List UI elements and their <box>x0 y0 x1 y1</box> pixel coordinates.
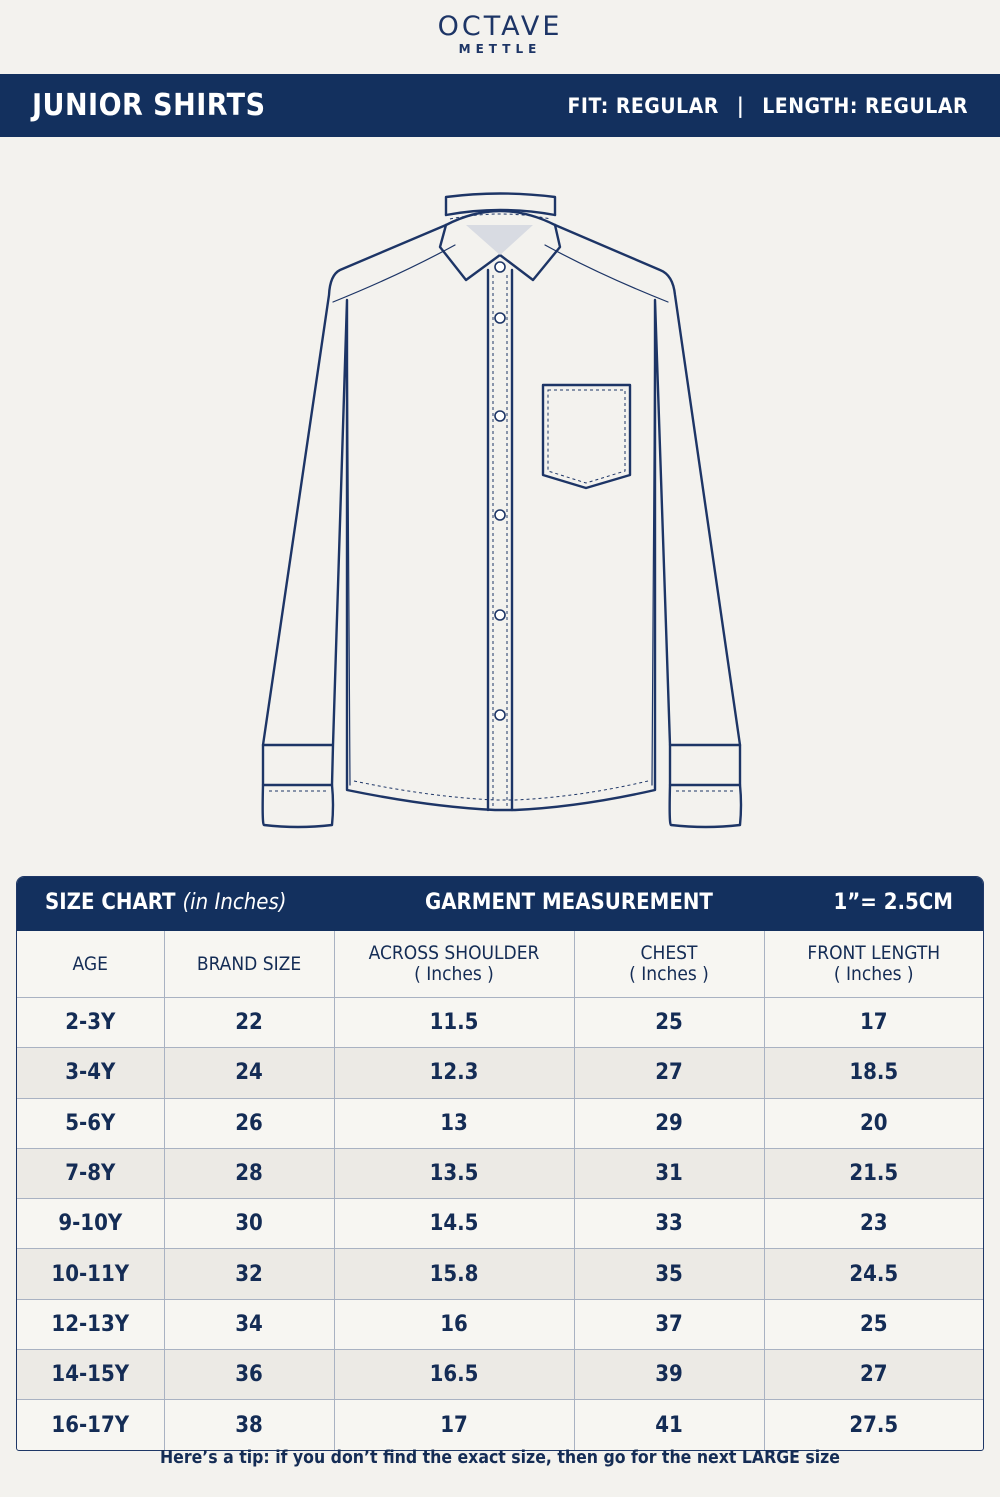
table-cell: 5-6Y <box>17 1098 164 1148</box>
table-cell: 2-3Y <box>17 998 164 1048</box>
size-chart-title <box>45 890 287 915</box>
column-label: BRAND SIZE <box>196 952 302 975</box>
table-cell: 17 <box>334 1400 574 1450</box>
table-cell: 25 <box>574 998 764 1048</box>
table-cell: 27 <box>574 1048 764 1098</box>
table-cell: 31 <box>574 1148 764 1198</box>
table-cell: 27.5 <box>764 1400 983 1450</box>
table-cell: 24.5 <box>764 1249 983 1299</box>
table-cell: 17 <box>764 998 983 1048</box>
column-sublabel: ( Inches ) <box>629 963 709 985</box>
column-sublabel: ( Inches ) <box>833 963 914 985</box>
table-cell: 32 <box>164 1249 334 1299</box>
brand-logo <box>0 12 1000 56</box>
column-label: AGE <box>72 952 108 975</box>
column-header-across-shoulder <box>334 931 574 998</box>
table-row <box>17 1148 983 1198</box>
table-cell: 7-8Y <box>17 1148 164 1198</box>
table-cell: 24 <box>164 1048 334 1098</box>
fit-label: FIT: REGULAR <box>567 94 719 118</box>
table-cell: 21.5 <box>764 1148 983 1198</box>
table-row <box>17 1249 983 1299</box>
table-cell: 23 <box>764 1199 983 1249</box>
table-cell: 14.5 <box>334 1199 574 1249</box>
table-cell: 30 <box>164 1199 334 1249</box>
table-cell: 12.3 <box>334 1048 574 1098</box>
table-cell: 35 <box>574 1249 764 1299</box>
table-cell: 16 <box>334 1299 574 1349</box>
size-chart-header <box>17 877 983 931</box>
table-cell: 13.5 <box>334 1148 574 1198</box>
table-row <box>17 998 983 1048</box>
table-cell: 29 <box>574 1098 764 1148</box>
table-cell: 38 <box>164 1400 334 1450</box>
size-table-body <box>17 998 983 1450</box>
table-cell: 22 <box>164 998 334 1048</box>
size-chart-unit: (in Inches) <box>182 890 287 915</box>
column-header-age <box>17 931 164 998</box>
table-cell: 15.8 <box>334 1249 574 1299</box>
brand-name: OCTAVE <box>437 11 563 42</box>
table-cell: 33 <box>574 1199 764 1249</box>
table-cell: 34 <box>164 1299 334 1349</box>
table-cell: 20 <box>764 1098 983 1148</box>
header-banner <box>0 74 1000 137</box>
table-cell: 16.5 <box>334 1350 574 1400</box>
length-label: LENGTH: REGULAR <box>762 94 968 118</box>
table-row <box>17 1048 983 1098</box>
separator: | <box>736 94 745 118</box>
column-label: CHEST <box>640 942 698 964</box>
column-header-row <box>17 931 983 998</box>
table-cell: 3-4Y <box>17 1048 164 1098</box>
table-cell: 18.5 <box>764 1048 983 1098</box>
table-cell: 28 <box>164 1148 334 1198</box>
page-title: JUNIOR SHIRTS <box>32 88 266 123</box>
table-row <box>17 1098 983 1148</box>
table-cell: 25 <box>764 1299 983 1349</box>
table-cell: 41 <box>574 1400 764 1450</box>
size-tip: Here’s a tip: if you don’t find the exact size, then go for the next LARGE size <box>160 1448 840 1468</box>
table-cell: 27 <box>764 1350 983 1400</box>
table-cell: 36 <box>164 1350 334 1400</box>
fit-info <box>568 94 968 118</box>
size-chart <box>16 876 984 1451</box>
garment-measurement-heading: GARMENT MEASUREMENT <box>425 890 713 915</box>
column-header-front-length <box>764 931 983 998</box>
table-cell: 10-11Y <box>17 1249 164 1299</box>
table-cell: 26 <box>164 1098 334 1148</box>
shirt-icon <box>250 185 750 835</box>
table-cell: 11.5 <box>334 998 574 1048</box>
table-row <box>17 1400 983 1450</box>
table-cell: 37 <box>574 1299 764 1349</box>
table-cell: 39 <box>574 1350 764 1400</box>
table-row <box>17 1350 983 1400</box>
column-label: ACROSS SHOULDER <box>368 942 540 964</box>
brand-subname: METTLE <box>458 42 542 56</box>
table-cell: 14-15Y <box>17 1350 164 1400</box>
table-cell: 9-10Y <box>17 1199 164 1249</box>
column-sublabel: ( Inches ) <box>414 963 494 985</box>
size-table <box>17 931 983 1450</box>
conversion-note: 1”= 2.5CM <box>833 890 953 915</box>
column-header-chest <box>574 931 764 998</box>
table-cell: 16-17Y <box>17 1400 164 1450</box>
table-cell: 13 <box>334 1098 574 1148</box>
table-cell: 12-13Y <box>17 1299 164 1349</box>
size-chart-title-text: SIZE CHART <box>45 890 176 915</box>
column-header-brand-size <box>164 931 334 998</box>
table-row <box>17 1199 983 1249</box>
column-label: FRONT LENGTH <box>807 942 941 964</box>
table-row <box>17 1299 983 1349</box>
